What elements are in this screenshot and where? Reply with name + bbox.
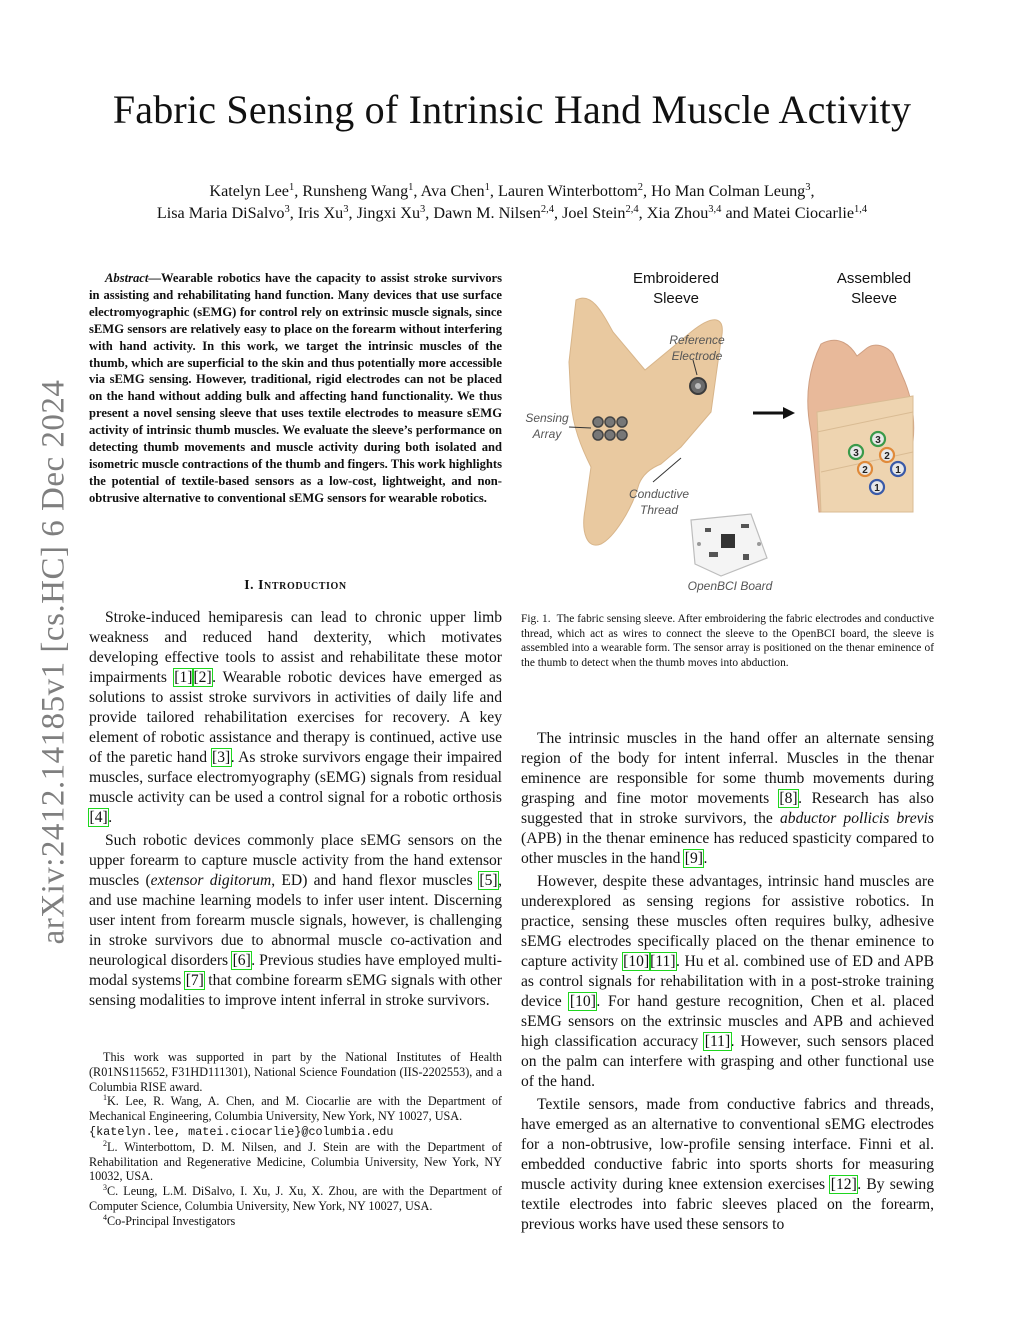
citation-link[interactable]: [6] (232, 952, 251, 969)
footnote-email[interactable]: {katelyn.lee, matei.ciocarlie}@columbia.edu (89, 1124, 394, 1139)
footnotes (89, 1050, 502, 1229)
author-affiliation: 2,4 (540, 204, 554, 215)
author-name: Iris Xu (297, 204, 344, 222)
footnote-3 (89, 1184, 502, 1214)
text-run: . (108, 809, 113, 826)
footnote-mark: 3 (103, 1183, 107, 1193)
citation-link[interactable]: [8] (779, 790, 798, 807)
author-line-2: Lisa Maria DiSalvo$^3$, Iris Xu$^3$, Jingxi Xu$^3$, Dawn M. Nilsen$^{2,4}$, Joel Stein$^{2,4}$, Xia Zhou$^{3,4}$ and Matei Ciocarlie$^{1,4}$ (156, 204, 868, 222)
text-run: that combine forearm sEMG signals with other sensing modalities to improve intent inferral in stroke survivors. (89, 972, 502, 1009)
board-chip (721, 534, 735, 548)
section-heading-introduction (89, 577, 502, 593)
abstract-label: Abstract (105, 271, 149, 285)
board-component (709, 552, 718, 557)
italic-term: extensor digitorum (150, 872, 272, 889)
board-component (741, 524, 749, 528)
text-run: Textile sensors, made from conductive fabrics and threads, have emerged as an alternative to conventional sEMG electrodes for a non-obtrusive, low-profile sensing interface. Finni et al. embedded conductive fabric into sports shorts for measuring muscle activity during knee extension exercises (521, 1096, 934, 1193)
citation-link[interactable]: [12] (830, 1176, 857, 1193)
and-word: and (725, 204, 749, 222)
author-name: Ho Man Colman Leung (651, 182, 806, 200)
author-affiliation: 1,4 (854, 204, 868, 215)
footnote-mark: 4 (103, 1212, 107, 1222)
label-conductive: Conductive (628, 487, 690, 501)
electrode-dot (605, 417, 615, 427)
citation-link[interactable]: [3] (212, 749, 231, 766)
caption-label: Fig. 1. (521, 613, 551, 625)
abstract (89, 270, 502, 507)
author-name: Dawn M. Nilsen (433, 204, 541, 222)
electrode-dot (617, 417, 627, 427)
board-hole (757, 542, 761, 546)
citation-link[interactable]: [4] (89, 809, 108, 826)
section-title: Introduction (258, 577, 347, 592)
footnote-text: Co-Principal Investigators (107, 1213, 236, 1228)
label-assembled: Assembled (836, 270, 912, 287)
text-run: However, despite these advantages, intrinsic hand muscles are underexplored as sensing regions for assistive robotics. In practice, sensing these muscles often requires bulky, adhesive sEMG electrodes specifically placed on the thenar eminence to capture activity (521, 873, 934, 970)
label-assembled-sleeve: Sleeve (851, 290, 897, 307)
figure-caption (521, 612, 934, 670)
electrode-number: 1 (895, 465, 901, 476)
board-component (743, 554, 749, 560)
citation-link[interactable]: [5] (479, 872, 498, 889)
author-affiliation: 3 (805, 182, 811, 193)
citation-link[interactable]: [10] (623, 953, 650, 970)
text-run: . However, such sensors placed on the palm can interfere with grasping and other functional use of the hand. (521, 1033, 934, 1090)
text-run: Stroke-induced hemiparesis can lead to chronic upper limb weakness and reduced hand dexterity, which motivates developing effective tools to assist and rehabilitate these motor impairments (89, 609, 502, 686)
author-name: Xia Zhou (646, 204, 709, 222)
right-paragraph-1 (521, 729, 934, 869)
author-list (60, 180, 964, 224)
electrode-number: 3 (875, 435, 881, 446)
author-affiliation: 2 (637, 182, 643, 193)
caption-text: The fabric sensing sleeve. After embroidering the fabric electrodes and conductive thread, which act as wires to connect the sleeve to the OpenBCI board, the sleeve is assembled into a wearable form. The sensor array is positioned on the thenar eminence of the thumb to detect when the thumb moves into abduction. (521, 613, 934, 669)
right-paragraph-3 (521, 1095, 934, 1235)
electrode-dot (605, 430, 615, 440)
author-affiliation: 3 (343, 204, 349, 215)
author-line-1: Katelyn Lee$^1$, Runsheng Wang$^1$, Ava Chen$^1$, Lauren Winterbottom$^2$, Ho Man Colman Leung$^3$, (209, 182, 815, 200)
footnote-4 (89, 1214, 502, 1229)
text-run: . Research has also suggested that in stroke survivors, the (521, 790, 934, 827)
label-electrode: Electrode (671, 349, 723, 363)
citation-link[interactable]: [7] (185, 972, 204, 989)
author-name: Joel Stein (562, 204, 626, 222)
abstract-text: Wearable robotics have the capacity to assist stroke survivors in assisting and rehabilitating hand function. Many devices that use surface electromyographic (sEMG) for control rely on extrinsic muscle signals, since sEMG sensors are relatively easy to place on the forearm without interfering with hand activity. In this work, we target the intrinsic muscles of the thumb, which are superficial to the skin and thus potentially more accessible via sEMG sensing. However, traditional, rigid electrodes can not be placed on the hand without adding bulk and affecting hand functionality. We thus present a novel sensing sleeve that uses textile electrodes to measure sEMG activity of intrinsic thumb muscles. We evaluate the sleeve’s performance on detecting thumb movements and muscle activity during both isolated and isometric muscle contractions of the thumb and fingers. This work highlights the potential of textile-based sensors as a low-cost, lightweight, and non-obtrusive alternative to conventional sEMG sensors for wearable robotics. (89, 271, 502, 505)
introduction-body (89, 608, 502, 1011)
arrow-right-icon (783, 407, 795, 419)
footnote-1 (89, 1094, 502, 1139)
footnote-text: C. Leung, L.M. DiSalvo, I. Xu, J. Xu, X. Zhou, are with the Department of Computer Science, Columbia University, New York, NY 10027, USA. (89, 1184, 502, 1213)
text-run: , ED) and hand flexor muscles (271, 872, 479, 889)
electrode-number: 2 (862, 465, 868, 476)
hand-with-sleeve-illustration (808, 340, 914, 512)
openbci-board-icon (691, 514, 767, 576)
text-run: . For hand gesture recognition, Chen et al. placed sEMG sensors on the extrinsic muscles and APB and achieved high classification accuracy (521, 993, 934, 1050)
footnote-2 (89, 1140, 502, 1184)
electrode-dot (593, 417, 603, 427)
author-affiliation: 3 (420, 204, 426, 215)
abstract-dash: — (148, 271, 161, 285)
text-run: , and use machine learning models to infer user intent. Discerning user intent from forearm muscle signals, however, is challenging in stroke survivors due to abnormal muscle co-activation and neurological disorders (89, 872, 502, 969)
author-name: Matei Ciocarlie (752, 204, 855, 222)
electrode-dot (593, 430, 603, 440)
paper-title: Fabric Sensing of Intrinsic Hand Muscle Activity (112, 87, 912, 132)
citation-link[interactable]: [9] (684, 850, 703, 867)
section-numeral: I. (244, 577, 259, 592)
footnote-support: This work was supported in part by the National Institutes of Health (R01NS115652, F31HD111301), National Science Foundation (IIS-2202553), and a Columbia RISE award. (89, 1050, 502, 1094)
author-affiliation: 1 (288, 182, 295, 193)
text-run: . Wearable robotic devices have emerged as solutions to assist stroke survivors in activities of daily life and provide tailored rehabilitation exercises for recovery. A key element of robotic assistance and therapy is continued, active use of the paretic hand (89, 669, 502, 766)
assembled-sleeve-shape (817, 396, 913, 512)
text-run: . Hu et al. combined use of ED and APB as control signals for rehabilitation with in a post-stroke training device (521, 953, 934, 1010)
text-run: Such robotic devices commonly place sEMG sensors on the upper forearm to capture muscle activity from the hand extensor muscles ( (89, 832, 502, 889)
electrode-number: 3 (853, 448, 859, 459)
author-affiliation: 1 (408, 182, 414, 193)
italic-term: abductor pollicis brevis (779, 810, 934, 827)
label-embroidered-sleeve: Sleeve (653, 290, 699, 307)
footnote-mark: 2 (103, 1138, 107, 1148)
footnote-text: L. Winterbottom, D. M. Nilsen, and J. Stein are with the Department of Rehabilitation and Regenerative Medicine, Columbia University, New York, NY 10032, USA. (89, 1139, 502, 1184)
label-array: Array (532, 427, 562, 441)
author-affiliation: 2,4 (625, 204, 639, 215)
label-thread: Thread (639, 503, 679, 517)
author-name: Ava Chen (420, 182, 485, 200)
citation-link[interactable]: [10] (569, 993, 596, 1010)
label-embroidered: Embroidered (633, 270, 719, 287)
board-hole (697, 542, 701, 546)
figure-1 (521, 262, 934, 597)
footnote-mark: 1 (103, 1093, 107, 1103)
electrode-number: 1 (874, 483, 880, 494)
text-run: . (703, 850, 708, 867)
text-run: . As stroke survivors engage their impaired muscles, surface electromyography (sEMG) signals from residual muscle activity can be used a control signal for a robotic orthosis (89, 749, 502, 806)
label-reference: Reference (669, 333, 725, 347)
label-openbci-board: OpenBCI Board (687, 579, 773, 593)
author-name: Lauren Winterbottom (497, 182, 638, 200)
text-run: (APB) in the thenar eminence has reduced spasticity compared to other muscles in the hand (521, 830, 934, 867)
footnote-text: K. Lee, R. Wang, A. Chen, and M. Ciocarlie are with the Department of Mechanical Engineering, Columbia University, New York, NY 10027, USA. (89, 1094, 502, 1124)
author-affiliation: 1 (484, 182, 490, 193)
arxiv-identifier: arXiv:2412.14185v1 [cs.HC] 6 Dec 2024 (35, 379, 72, 945)
electrode-number: 2 (884, 451, 890, 462)
author-affiliation: 3 (284, 204, 290, 215)
intro-paragraph-2 (89, 831, 502, 1011)
author-name: Lisa Maria DiSalvo (156, 204, 285, 222)
reference-electrode-center (695, 383, 701, 389)
right-paragraph-2 (521, 872, 934, 1092)
author-affiliation: 3,4 (708, 204, 722, 215)
citation-link[interactable]: [2] (193, 669, 212, 686)
citation-link[interactable]: [11] (650, 953, 676, 970)
intro-paragraph-1 (89, 608, 502, 828)
figure-illustration (521, 262, 934, 597)
author-name: Katelyn Lee (209, 182, 289, 200)
author-name: Jingxi Xu (356, 204, 421, 222)
label-sensing: Sensing (525, 411, 569, 425)
author-name: Runsheng Wang (302, 182, 409, 200)
text-run: . Previous studies have employed multi-modal systems (89, 952, 502, 989)
text-run: . By sewing textile electrodes into fabric sleeves placed on the forearm, previous works have used these sensors to (521, 1176, 934, 1233)
board-component (705, 528, 711, 532)
electrode-dot (617, 430, 627, 440)
citation-link[interactable]: [11] (704, 1033, 731, 1050)
right-column-body (521, 729, 934, 1235)
citation-link[interactable]: [1] (174, 669, 193, 686)
text-run: The intrinsic muscles in the hand offer an alternate sensing region of the body for intent inferral. Muscles in the thenar eminence are responsible for some thumb movements during grasping and fine motor movements (521, 730, 934, 807)
